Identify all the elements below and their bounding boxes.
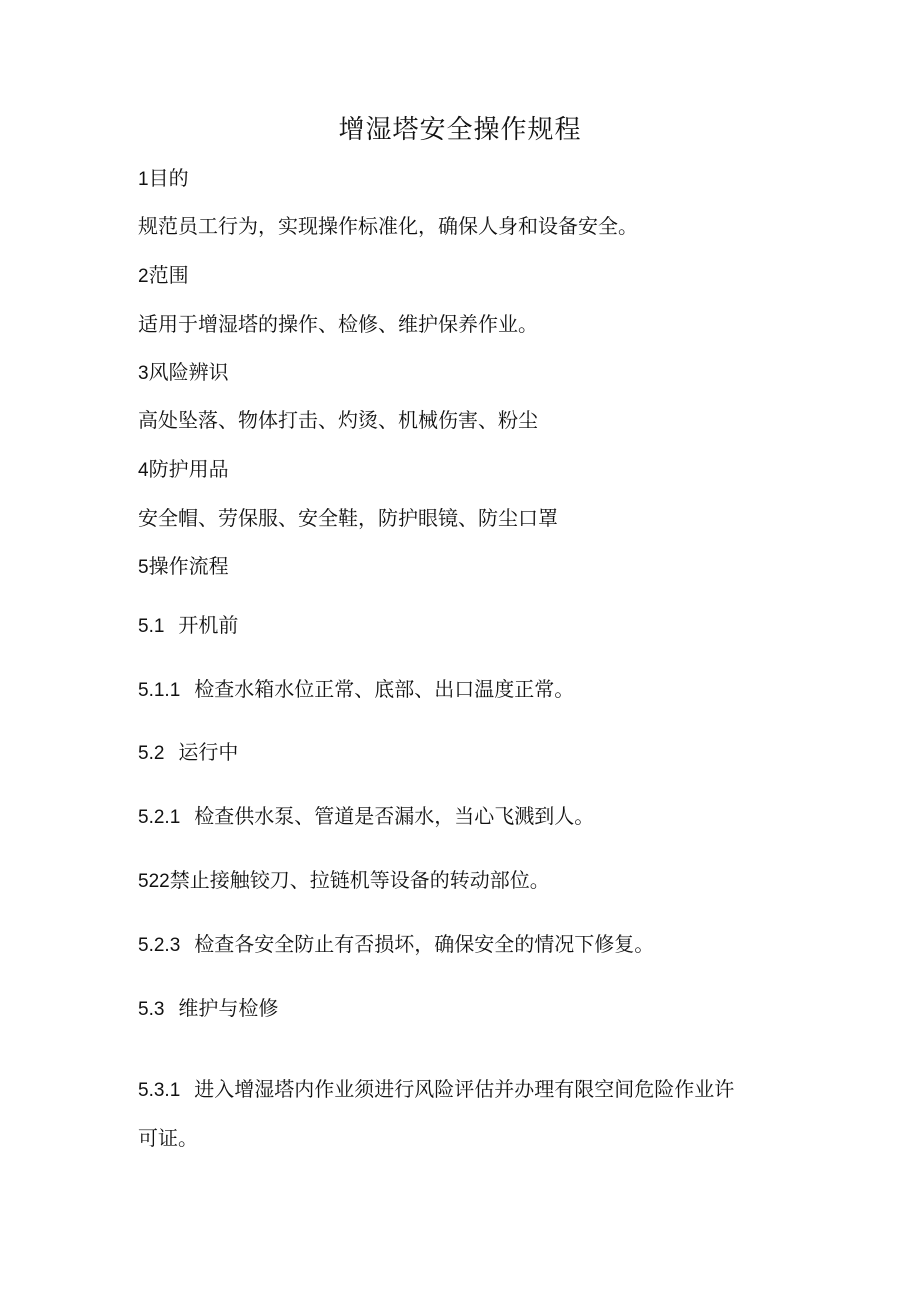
- item-number: 5.2.1: [138, 807, 181, 828]
- section-4-heading: [138, 455, 229, 485]
- item-number: 5.1.1: [138, 680, 181, 701]
- section-title: 操作流程: [148, 554, 229, 578]
- section-5-heading: [138, 552, 229, 582]
- subsection-title: 开机前: [178, 613, 239, 637]
- item-text: 检查各安全防止有否损坏，确保安全的情况下修复。: [194, 932, 655, 956]
- subsection-5-3-heading: [138, 994, 278, 1024]
- item-5-2-3: [138, 930, 654, 960]
- item-text: 禁止接触铰刀、拉链机等设备的转动部位。: [169, 868, 550, 892]
- subsection-number: 5.3: [138, 999, 165, 1020]
- section-number: 2: [138, 266, 149, 287]
- item-5-2-1: [138, 802, 594, 832]
- section-1-heading: [138, 164, 189, 194]
- subsection-5-2-heading: [138, 738, 238, 768]
- item-number: 5.3.1: [138, 1080, 181, 1101]
- item-number: 522: [138, 871, 170, 892]
- section-number: 3: [138, 363, 149, 384]
- section-title: 风险辨识: [148, 360, 229, 384]
- document-title: 增湿塔安全操作规程: [338, 115, 582, 145]
- item-text: 进入增湿塔内作业须进行风险评估并办理有限空间危险作业许: [194, 1077, 735, 1101]
- section-number: 1: [138, 169, 149, 190]
- item-5-3-1-line-2: 可证。: [138, 1126, 198, 1150]
- section-title: 防护用品: [148, 457, 229, 481]
- section-title: 目的: [148, 166, 189, 190]
- section-4-body: 安全帽、劳保服、安全鞋，防护眼镜、防尘口罩: [138, 506, 558, 530]
- item-5-3-1-line-1: [138, 1075, 734, 1105]
- item-number: 5.2.3: [138, 935, 181, 956]
- item-5-2-2: [138, 866, 550, 896]
- subsection-number: 5.2: [138, 743, 165, 764]
- subsection-number: 5.1: [138, 616, 165, 637]
- section-1-body: 规范员工行为，实现操作标准化，确保人身和设备安全。: [138, 214, 638, 238]
- section-title: 范围: [148, 263, 189, 287]
- item-text: 检查供水泵、管道是否漏水，当心飞溅到人。: [194, 804, 595, 828]
- section-2-heading: [138, 261, 189, 291]
- item-text: 检查水箱水位正常、底部、出口温度正常。: [194, 677, 575, 701]
- subsection-5-1-heading: [138, 611, 238, 641]
- section-3-heading: [138, 358, 229, 388]
- section-number: 5: [138, 557, 149, 578]
- subsection-title: 运行中: [178, 740, 239, 764]
- item-5-1-1: [138, 675, 574, 705]
- section-number: 4: [138, 460, 149, 481]
- section-3-body: 高处坠落、物体打击、灼烫、机械伤害、粉尘: [138, 408, 538, 432]
- subsection-title: 维护与检修: [178, 996, 279, 1020]
- section-2-body: 适用于增湿塔的操作、检修、维护保养作业。: [138, 312, 538, 336]
